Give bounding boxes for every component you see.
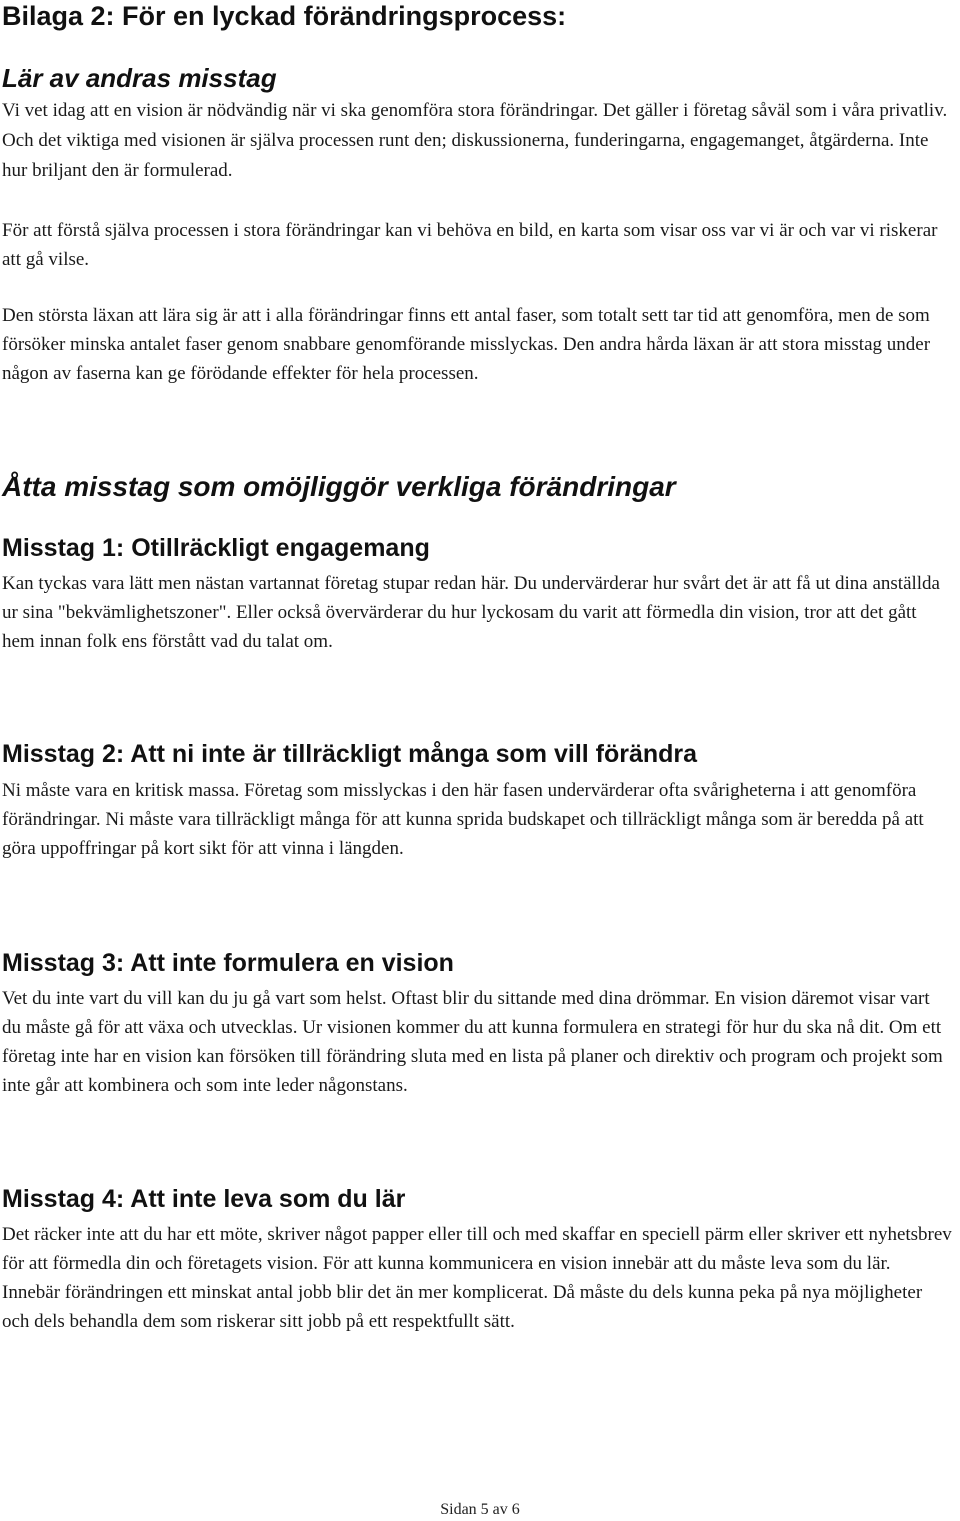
intro-heading: Lär av andras misstag <box>2 63 277 93</box>
mistake-1-text: Kan tyckas vara lätt men nästan vartannat företag stupar redan här. Du undervärderar hur svårt det är att få ut dina anställda ur sina "bekvämlighetszoner". Eller också övervärderar du hur lyckosam du varit att förmedla din vision, tror att det gått hem innan folk ens förstått vad du talat om. <box>2 573 940 652</box>
intro-paragraph-1: Vi vet idag att en vision är nödvändig när vi ska genomföra stora förändringar. Det gäller i företag såväl som i våra privatliv. Och det viktiga med visionen är själva processen runt den; diskussionerna, funderingarna, engagemanget, åtgärderna. Inte hur briljant den är formulerad. <box>2 100 948 181</box>
document-title: Bilaga 2: För en lyckad förändringsprocess: <box>2 1 567 31</box>
page-number-footer: Sidan 5 av 6 <box>440 1501 520 1518</box>
mistake-4-title: Misstag 4: Att inte leva som du lär <box>2 1185 406 1213</box>
mistake-2-text: Ni måste vara en kritisk massa. Företag som misslyckas i den här fasen undervärderar ofta svårigheterna i att genomföra förändringar. Ni måste vara tillräckligt många för att kunna sprida budskapet och tillräckligt många som är beredda på att göra uppoffringar på kort sikt för att vinna i längden. <box>2 780 924 859</box>
intro-paragraph-3: Den största läxan att lära sig är att i alla förändringar finns ett antal faser, som totalt sett tar tid att genomföra, men de som försöker minska antalet faser genom snabbare genomförande misslyckas. Den andra hårda läxan är att stora misstag under någon av faserna kan ge förödande effekter för hela processen. <box>2 305 931 384</box>
mistake-4-text: Det räcker inte att du har ett möte, skriver något papper eller till och med skaffar en speciell pärm eller skriver ett nyhetsbrev för att förmedla din och företagets vision. För att kunna kommunicera en vision innebär att du måste leva som du lär. Innebär förändringen ett minskat antal jobb blir det än mer komplicerat. Då måste du dels kunna peka på nya möjligheter och dels behandla dem som riskerar sitt jobb på ett respektfullt sätt. <box>2 1224 952 1332</box>
intro-paragraph-2: För att förstå själva processen i stora förändringar kan vi behöva en bild, en karta som visar oss var vi är och var vi riskerar att gå vilse. <box>2 220 938 270</box>
section-heading: Åtta misstag som omöjliggör verkliga förändringar <box>2 471 676 502</box>
mistake-3-text: Vet du inte vart du vill kan du ju gå vart som helst. Oftast blir du sittande med dina drömmar. En vision däremot visar vart du måste gå för att växa och utvecklas. Ur visionen kommer du att kunna formulera en strategi för hur du ska nå dit. Om ett företag inte har en vision kan försöken till förändring sluta med en lista på planer och direktiv och program och projekt som inte går att kombinera och som inte leder någonstans. <box>2 988 943 1096</box>
mistake-1-title: Misstag 1: Otillräckligt engagemang <box>2 534 430 562</box>
mistake-3-title: Misstag 3: Att inte formulera en vision <box>2 949 454 977</box>
mistake-2-title: Misstag 2: Att ni inte är tillräckligt många som vill förändra <box>2 740 698 768</box>
